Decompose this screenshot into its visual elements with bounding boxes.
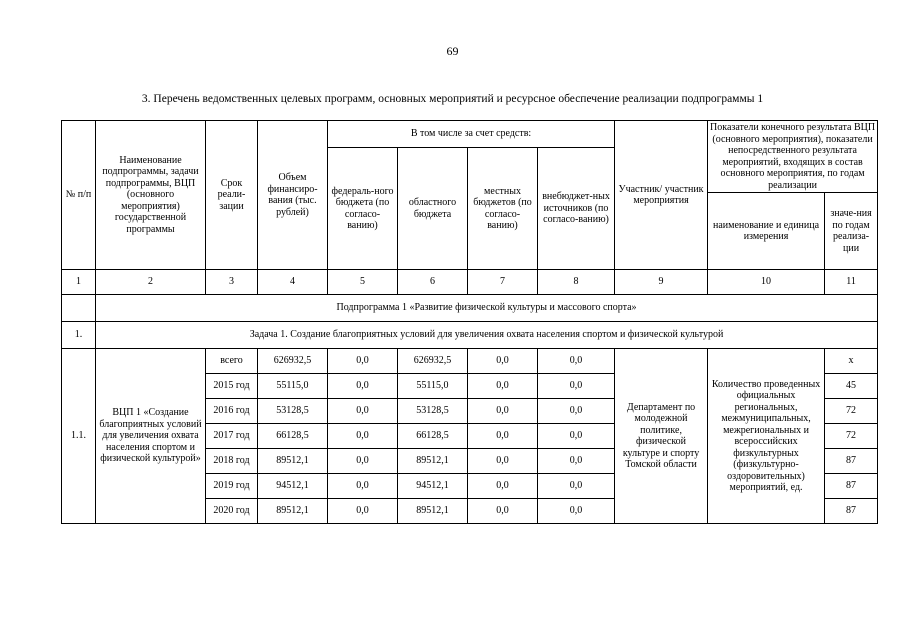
volume-cell: 66128,5: [258, 424, 328, 449]
volume-cell: 89512,1: [258, 499, 328, 524]
column-numbers-row: [62, 270, 878, 295]
volume-cell: 94512,1: [258, 474, 328, 499]
offbudget-cell: 0,0: [538, 499, 615, 524]
value-cell: x: [825, 349, 878, 374]
local-cell: 0,0: [468, 399, 538, 424]
offbudget-cell: 0,0: [538, 399, 615, 424]
task-num: 1.: [62, 322, 96, 349]
local-cell: 0,0: [468, 349, 538, 374]
page-number: 69: [446, 44, 459, 58]
term-cell: 2019 год: [206, 474, 258, 499]
federal-cell: 0,0: [328, 449, 398, 474]
local-cell: 0,0: [468, 499, 538, 524]
offbudget-cell: 0,0: [538, 424, 615, 449]
value-cell: 87: [825, 474, 878, 499]
subprogram-row: [62, 295, 878, 322]
local-cell: 0,0: [468, 474, 538, 499]
participant-cell: Департамент по молодежной политике, физической культуре и спорту Томской области: [615, 349, 708, 524]
regional-cell: 53128,5: [398, 399, 468, 424]
header-indicators: Показатели конечного результата ВЦП (основного мероприятия), показатели непосредственного результата мероприятий, входящих в состав основного мероприятия, по годам реализации: [708, 121, 878, 193]
column-number: 7: [468, 270, 538, 295]
federal-cell: 0,0: [328, 399, 398, 424]
value-cell: 87: [825, 499, 878, 524]
header-local: местных бюджетов (по согласо-ванию): [468, 148, 538, 270]
term-cell: 2016 год: [206, 399, 258, 424]
column-number: 2: [96, 270, 206, 295]
local-cell: 0,0: [468, 374, 538, 399]
regional-cell: 55115,0: [398, 374, 468, 399]
term-cell: 2017 год: [206, 424, 258, 449]
header-indicator-name: наименование и единица измерения: [708, 193, 825, 270]
federal-cell: 0,0: [328, 374, 398, 399]
header-offbudget: внебюджет-ных источников (по согласо-ванию): [538, 148, 615, 270]
item-num: 1.1.: [62, 349, 96, 524]
column-number: 3: [206, 270, 258, 295]
column-number: 11: [825, 270, 878, 295]
volume-cell: 53128,5: [258, 399, 328, 424]
value-cell: 87: [825, 449, 878, 474]
term-cell: всего: [206, 349, 258, 374]
regional-cell: 89512,1: [398, 449, 468, 474]
header-federal: федераль-ного бюджета (по согласо-ванию): [328, 148, 398, 270]
volume-cell: 55115,0: [258, 374, 328, 399]
header-name: Наименование подпрограммы, задачи подпрограммы, ВЦП (основного мероприятия) государственной программы: [96, 121, 206, 270]
federal-cell: 0,0: [328, 349, 398, 374]
offbudget-cell: 0,0: [538, 374, 615, 399]
indicator-cell: Количество проведенных официальных региональных, межмуниципальных, межрегиональных и всероссийских физкультурных (физкультурно-оздоровительных) мероприятий, ед.: [708, 349, 825, 524]
header-term: Срок реали-зации: [206, 121, 258, 270]
column-number: 6: [398, 270, 468, 295]
column-number: 8: [538, 270, 615, 295]
header-indicator-values: значе-ния по годам реализа-ции: [825, 193, 878, 270]
item-name: ВЦП 1 «Создание благоприятных условий для увеличения охвата населения спортом и физической культурой»: [96, 349, 206, 524]
header-volume: Объем финансиро-вания (тыс. рублей): [258, 121, 328, 270]
offbudget-cell: 0,0: [538, 449, 615, 474]
subprogram-title: Подпрограмма 1 «Развитие физической культуры и массового спорта»: [96, 295, 878, 322]
column-number: 5: [328, 270, 398, 295]
local-cell: 0,0: [468, 449, 538, 474]
task-title: Задача 1. Создание благоприятных условий для увеличения охвата населения спортом и физической культурой: [96, 322, 878, 349]
term-cell: 2020 год: [206, 499, 258, 524]
value-cell: 72: [825, 424, 878, 449]
table-row: [62, 349, 878, 374]
volume-cell: 89512,1: [258, 449, 328, 474]
column-number: 10: [708, 270, 825, 295]
column-number: 4: [258, 270, 328, 295]
value-cell: 45: [825, 374, 878, 399]
column-number: 9: [615, 270, 708, 295]
header-num: № п/п: [62, 121, 96, 270]
column-number: 1: [62, 270, 96, 295]
regional-cell: 89512,1: [398, 499, 468, 524]
term-cell: 2015 год: [206, 374, 258, 399]
program-table: [61, 120, 878, 524]
value-cell: 72: [825, 399, 878, 424]
term-cell: 2018 год: [206, 449, 258, 474]
regional-cell: 66128,5: [398, 424, 468, 449]
header-regional: областного бюджета: [398, 148, 468, 270]
regional-cell: 626932,5: [398, 349, 468, 374]
federal-cell: 0,0: [328, 424, 398, 449]
header-including: В том числе за счет средств:: [328, 121, 615, 148]
federal-cell: 0,0: [328, 499, 398, 524]
task-row: [62, 322, 878, 349]
header-participant: Участник/ участник мероприятия: [615, 121, 708, 270]
offbudget-cell: 0,0: [538, 474, 615, 499]
local-cell: 0,0: [468, 424, 538, 449]
offbudget-cell: 0,0: [538, 349, 615, 374]
federal-cell: 0,0: [328, 474, 398, 499]
regional-cell: 94512,1: [398, 474, 468, 499]
volume-cell: 626932,5: [258, 349, 328, 374]
document-title: 3. Перечень ведомственных целевых программ, основных мероприятий и ресурсное обеспечение реализации подпрограммы 1: [141, 93, 764, 105]
